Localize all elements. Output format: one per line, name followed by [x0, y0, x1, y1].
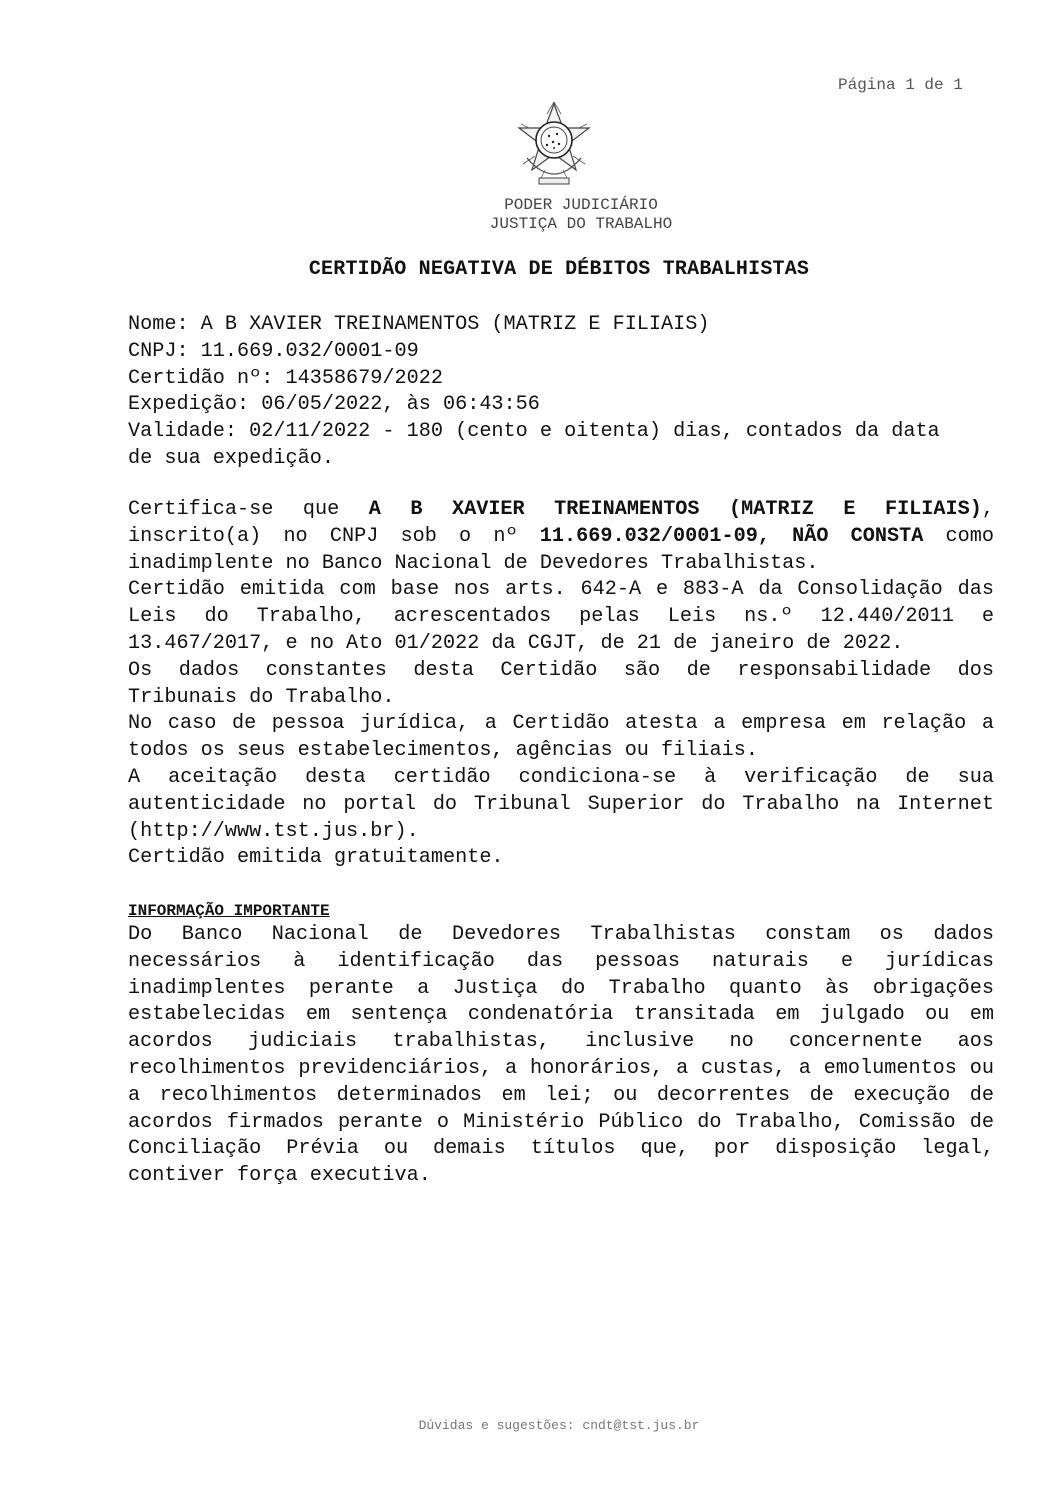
certifica-prefix: Certifica-se que	[128, 498, 369, 521]
info-validade-1: Validade: 02/11/2022 - 180 (cento e oitenta) dias, contados da data	[128, 420, 940, 444]
certifica-cnpj-status: 11.669.032/0001-09, NÃO CONSTA	[539, 524, 924, 548]
certificate-body	[128, 497, 994, 872]
body-paragraph: Os dados constantes desta Certidão são de responsabilidade dos Tribunais do Trabalho.	[128, 658, 994, 709]
info-expedicao: Expedição: 06/05/2022, às 06:43:56	[128, 393, 540, 417]
info-nome: Nome: A B XAVIER TREINAMENTOS (MATRIZ E FILIAIS)	[128, 313, 710, 336]
info-certidao: Certidão nº: 14358679/2022	[128, 366, 443, 390]
brazil-coat-of-arms-icon	[509, 98, 599, 194]
header-line-2: JUSTIÇA DO TRABALHO	[489, 215, 673, 233]
info-validade-2: de sua expedição.	[128, 446, 334, 470]
body-paragraph: No caso de pessoa jurídica, a Certidão atesta a empresa em relação a todos os seus estabelecimentos, agências ou filiais.	[128, 712, 994, 763]
important-section	[128, 900, 994, 1190]
certifica-suffix: como inadimplente no Banco Nacional de Devedores Trabalhistas.	[128, 524, 995, 575]
info-cnpj: CNPJ: 11.669.032/0001-09	[128, 339, 419, 363]
page-number: Página 1 de 1	[838, 76, 963, 94]
important-text: Do Banco Nacional de Devedores Trabalhistas constam os dados necessários à identificação das pessoas naturais e jurídicas inadimplentes perante a Justiça do Trabalho quanto às obrigações estabelecidas em sentença condenatória transitada em julgado ou em acordos judiciais trabalhistas, inclusive no concernente aos recolhimentos previdenciários, a honorários, a custas, a emolumentos ou a recolhimentos determinados em lei; ou decorrentes de execução de acordos firmados perante o Ministério Público do Trabalho, Comissão de Conciliação Prévia ou demais títulos que, por disposição legal, contiver força executiva.	[128, 923, 994, 1188]
body-paragraph: Certidão emitida gratuitamente.	[128, 846, 504, 870]
certifica-paragraph	[128, 497, 994, 577]
certifica-mid: , inscrito(a) no CNPJ sob o nº	[128, 498, 994, 548]
certificate-info	[128, 312, 994, 473]
body-paragraph: A aceitação desta certidão condiciona-se à verificação de sua autenticidade no portal do Tribunal Superior do Trabalho na Internet (http://www.tst.jus.br).	[128, 765, 994, 843]
document-title: CERTIDÃO NEGATIVA DE DÉBITOS TRABALHISTAS	[308, 258, 810, 281]
institution-header	[0, 196, 1058, 234]
header-line-1: PODER JUDICIÁRIO	[504, 196, 658, 214]
footer-contact: Dúvidas e sugestões: cndt@tst.jus.br	[418, 1418, 700, 1433]
important-heading: INFORMAÇÃO IMPORTANTE	[128, 902, 330, 920]
body-paragraph: Certidão emitida com base nos arts. 642-A e 883-A da Consolidação das Leis do Trabalho, acrescentados pelas Leis ns.º 12.440/2011 e 13.467/2017, e no Ato 01/2022 da CGJT, de 21 de janeiro de 2022.	[128, 578, 994, 655]
certifica-empresa: A B XAVIER TREINAMENTOS (MATRIZ E FILIAIS)	[368, 498, 982, 521]
